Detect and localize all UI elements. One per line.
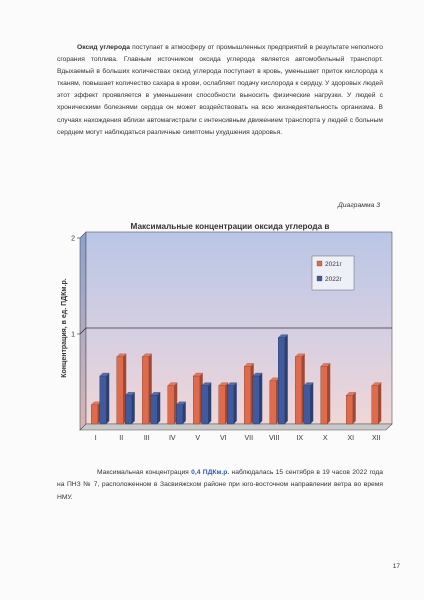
bar-side (310, 383, 313, 424)
bar-2021 (346, 395, 353, 424)
bar-2022 (202, 386, 209, 424)
bar-2021 (168, 386, 175, 424)
legend-swatch (317, 261, 322, 266)
legend-swatch (317, 276, 322, 281)
diagram-label: Диаграмма 3 (337, 202, 380, 209)
y-tick-label: 2 (71, 235, 75, 243)
x-tick-label: XI (347, 435, 355, 442)
bar-side (327, 363, 330, 424)
y-axis-label: Концентрация, в ед. ПДКм.р. (61, 278, 68, 378)
bar-2021 (117, 357, 124, 424)
bar-2021 (142, 357, 149, 424)
x-tick-label: XII (371, 435, 381, 442)
x-tick-label: II (119, 435, 124, 442)
bar-side (285, 335, 288, 424)
intro-text: поступает в атмосферу от промышленных предприятий в результате неполного сгорания топлива. Главным источником оксида углерода является автомобильный транспорт. Вдыхаемый в больших количествах оксид углерода поступает в кровь, уменьшает приток кислорода к тканям, повышает количество сахара в крови, ослабляет подачу кислорода к сердцу. У здоровых людей этот эффект проявляется в уменьшении способности выносить физические нагрузки. У людей с хроническими болезнями сердца он может воздействовать на всю жизнедеятельность организма. В случаях нахождения вблизи автомагистрали с интенсивным движением транспорта у людей с больным сердцем могут наблюдаться различные симптомы ухудшения здоровья. (57, 44, 383, 136)
x-tick-label: X (322, 435, 328, 442)
bar-2022 (151, 395, 158, 424)
bar-2021 (193, 376, 200, 424)
bar-2022 (278, 338, 285, 424)
x-tick-label: VI (219, 435, 227, 442)
intro-term: Оксид углерода (77, 44, 130, 51)
caption-value: 0,4 ПДКм.р. (191, 469, 230, 476)
bar-side (353, 392, 356, 424)
bar-2022 (176, 405, 183, 424)
bar-2022 (125, 395, 132, 424)
chart-title: Максимальные концентрации оксида углерода в (130, 222, 330, 231)
bar-2021 (91, 405, 98, 424)
bar-2022 (227, 386, 234, 424)
x-tick-label: V (195, 435, 201, 442)
x-tick-label: IX (296, 435, 304, 442)
x-tick-label: VII (244, 435, 254, 442)
bar-2022 (304, 386, 311, 424)
x-tick-label: III (143, 435, 150, 442)
bar-2021 (219, 386, 226, 424)
x-tick-label: IV (168, 435, 176, 442)
caption-paragraph (57, 467, 383, 504)
caption-before: Максимальная концентрация (97, 469, 192, 476)
bar-2021 (244, 366, 251, 424)
bar-2021 (295, 357, 302, 424)
page-number: 17 (392, 563, 400, 570)
caption-after: наблюдалась 15 сентября в 19 часов 2022 года на ПНЗ № 7, расположенном в Засвияжском районе при юго-восточном направлении ветра во время НМУ. (57, 469, 383, 501)
bar-2021 (321, 366, 328, 424)
bar-side (378, 383, 381, 424)
legend-label: 2021г (325, 261, 342, 268)
bar-side (208, 383, 211, 424)
bar-side (259, 373, 262, 424)
bar-2021 (270, 381, 277, 424)
bar-side (106, 373, 109, 424)
bar-2021 (372, 386, 379, 424)
bar-side (183, 402, 186, 424)
legend-label: 2022г (325, 276, 342, 283)
chart-floor (80, 424, 392, 430)
x-tick-label: I (94, 435, 97, 442)
bar-side (234, 383, 237, 424)
bar-side (157, 392, 160, 424)
bar-side (132, 392, 135, 424)
x-tick-label: VIII (268, 435, 280, 442)
bar-2022 (100, 376, 107, 424)
bar-2022 (253, 376, 260, 424)
y-tick-label: 1 (71, 331, 75, 339)
